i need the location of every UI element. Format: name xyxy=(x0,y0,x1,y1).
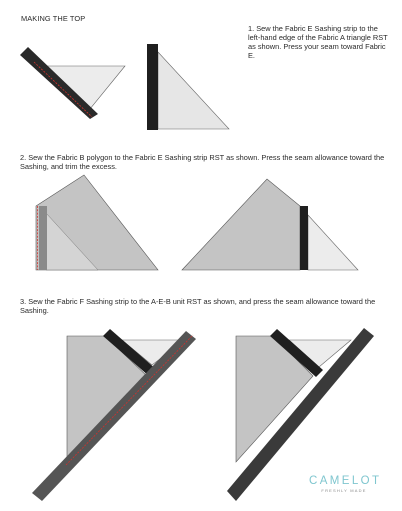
step-1-instruction: 1. Sew the Fabric E Sashing strip to the left-hand edge of the Fabric A triangle RST as shown. Press your seam toward Fabric E. xyxy=(248,24,388,60)
camelot-logo xyxy=(309,475,382,494)
step-2-instruction: 2. Sew the Fabric B polygon to the Fabric E Sashing strip RST as shown. Press the seam allowance toward the Sashing, and trim the excess. xyxy=(20,153,385,171)
fabric-b-polygon-pressed xyxy=(182,179,300,270)
step-3-before-diagram xyxy=(32,329,196,501)
brand-tagline: FRESHLY MADE xyxy=(321,488,367,493)
section-title: MAKING THE TOP xyxy=(21,14,86,23)
fabric-e-sashing-strip-pressed xyxy=(300,206,308,270)
step-2-after-diagram xyxy=(182,179,358,270)
step-2-before-diagram xyxy=(36,175,158,270)
step-1-before-diagram xyxy=(20,47,125,119)
fabric-a-triangle-pressed xyxy=(158,52,229,129)
brand-name: CAMELOT xyxy=(309,475,382,487)
fabric-a-triangle-pressed xyxy=(308,215,358,270)
fabric-e-sashing-strip xyxy=(39,206,47,270)
fabric-e-sashing-strip-pressed xyxy=(147,44,158,130)
step-3-instruction: 3. Sew the Fabric F Sashing strip to the A-E-B unit RST as shown, and press the seam allowance toward the Sashing. xyxy=(20,297,376,315)
step-1-after-diagram xyxy=(147,44,229,130)
